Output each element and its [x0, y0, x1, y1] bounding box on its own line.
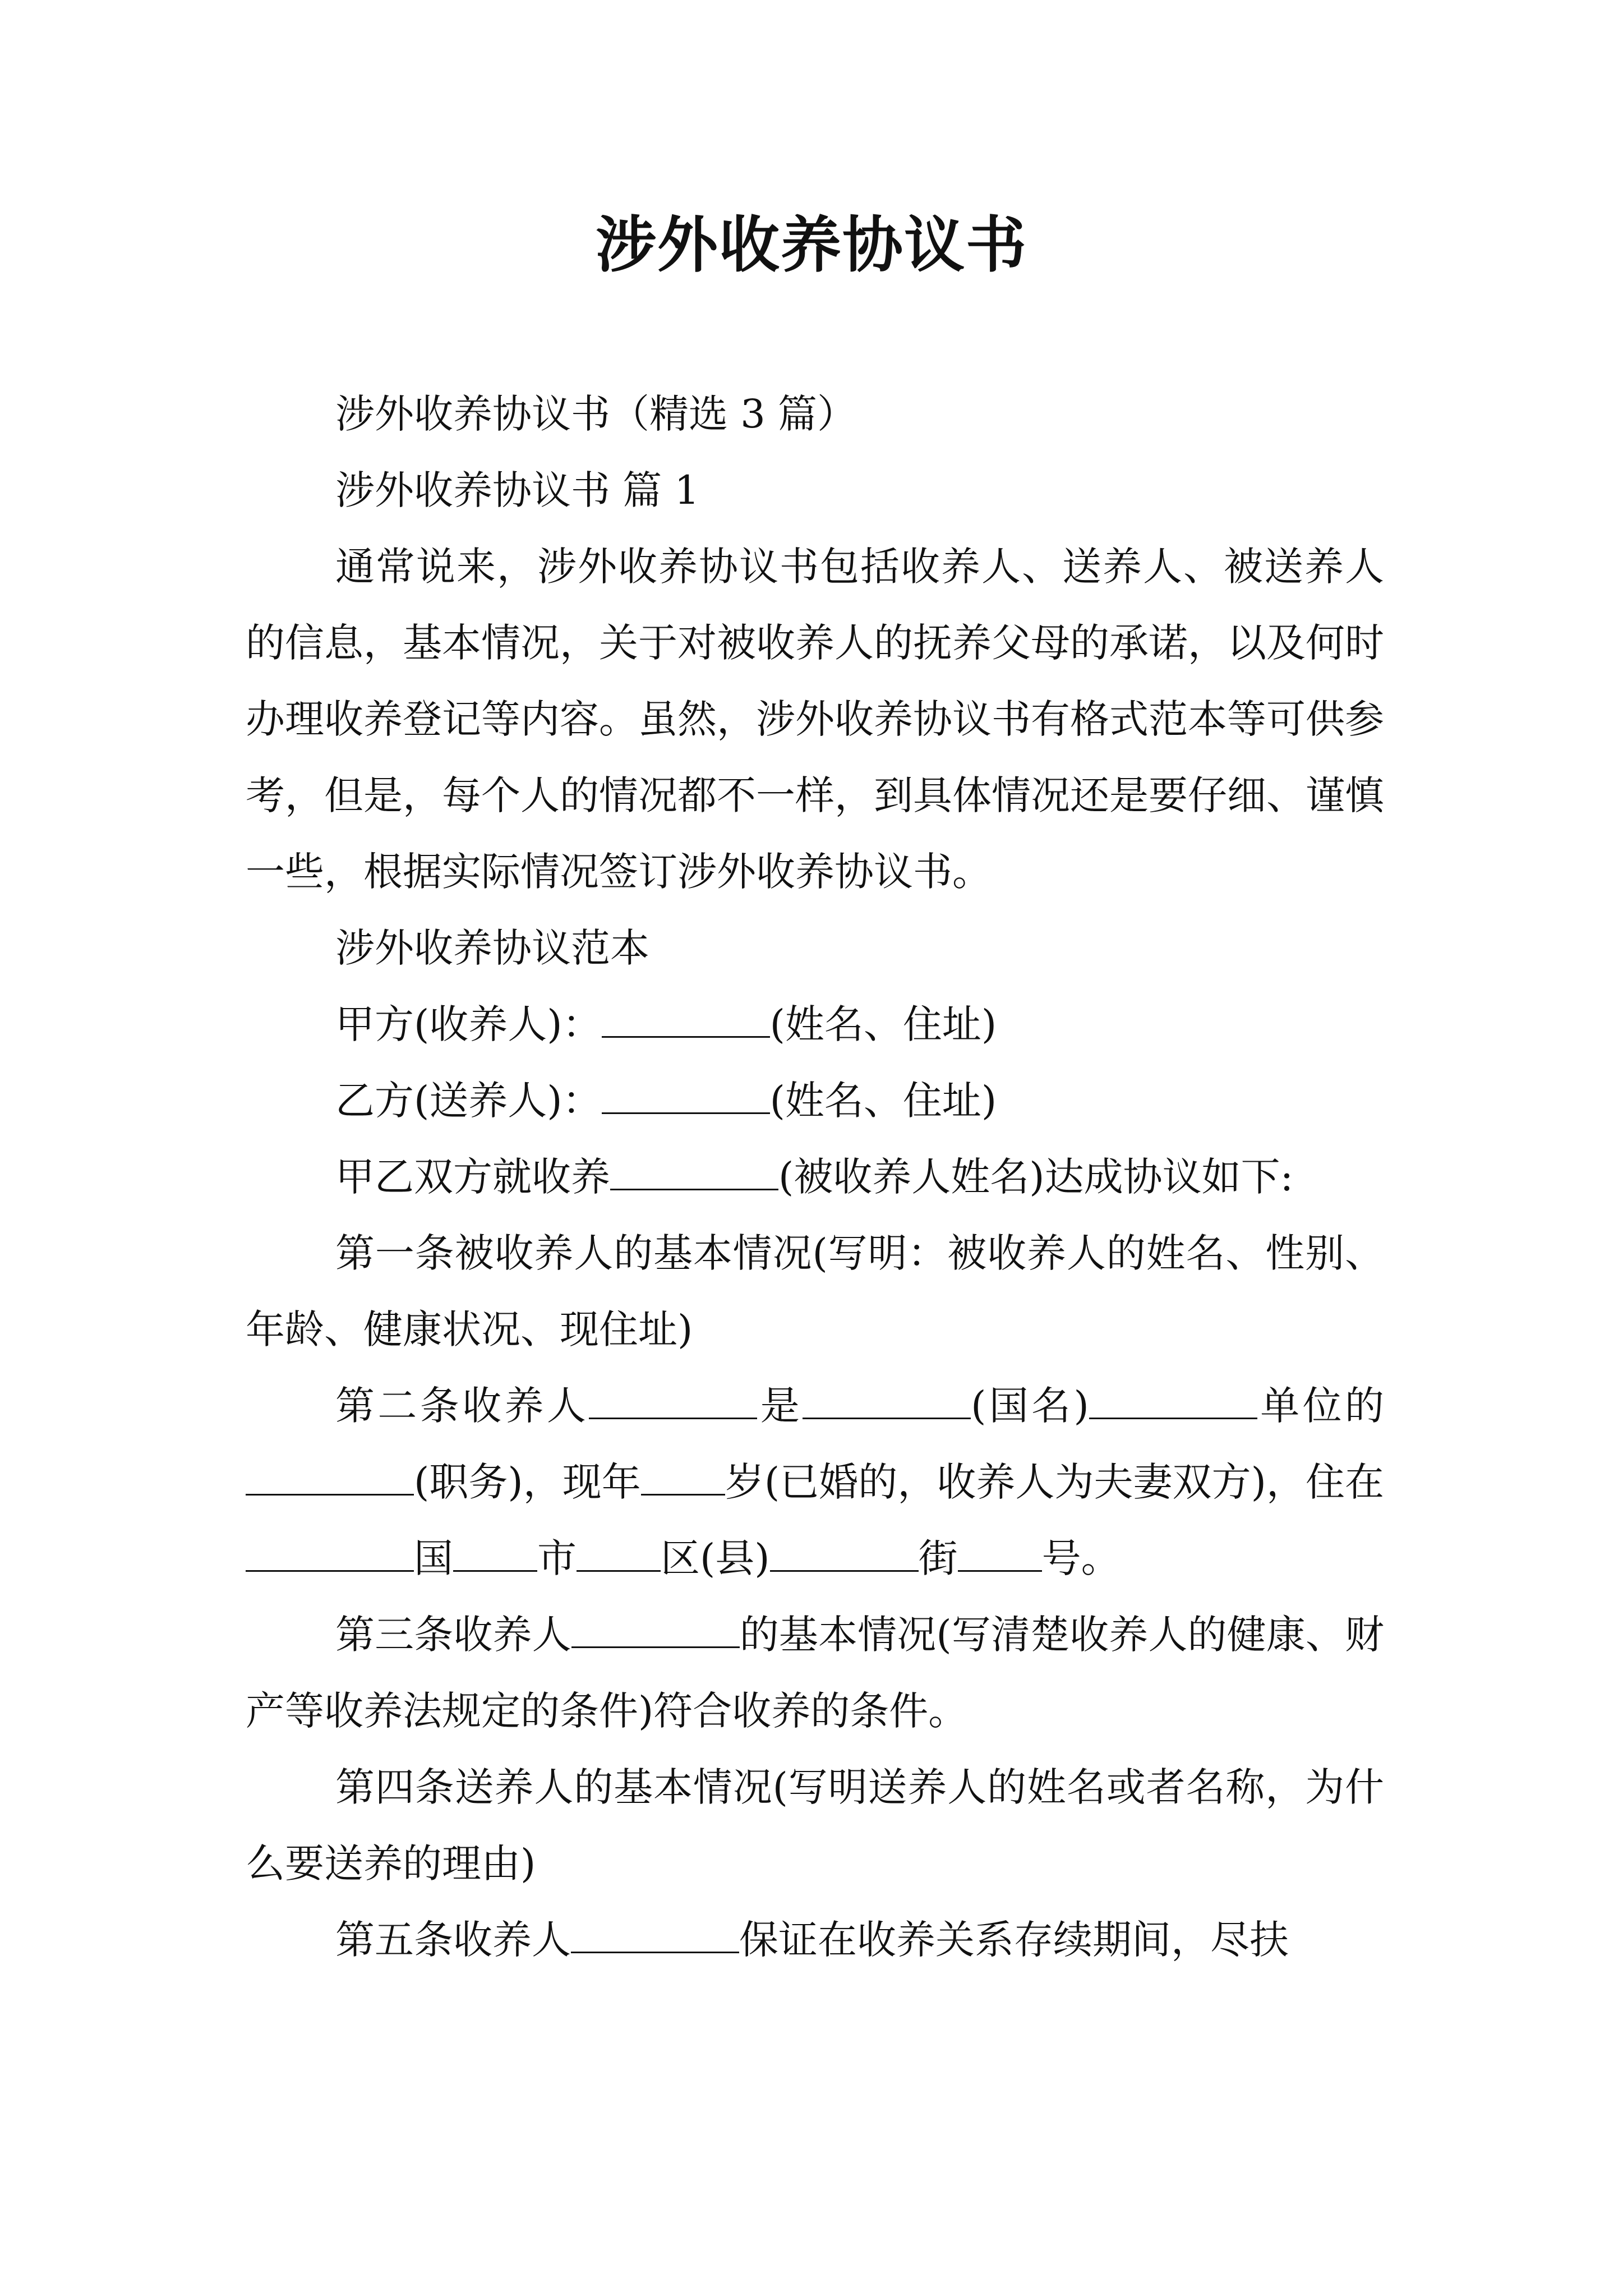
blank-line	[577, 1534, 661, 1572]
paragraph-intro: 通常说来，涉外收养协议书包括收养人、送养人、被送养人的信息，基本情况，关于对被收养人的抚养父母的承诺，以及何时办理收养登记等内容。虽然，涉外收养协议书有格式范本等可供参考，但是，每个人的情况都不一样，到具体情况还是要仔细、谨慎一些，根据实际情况签订涉外收养协议书。	[246, 544, 1384, 895]
blank-line	[453, 1534, 537, 1572]
blank-line	[602, 1076, 770, 1114]
paragraph-party-b: 乙方(送养人)： (姓名、住址)	[246, 1062, 1384, 1139]
blank-line	[571, 1611, 740, 1648]
paragraph-heading-part1: 涉外收养协议书 篇 1	[335, 467, 700, 513]
paragraph-article-2: 第二条收养人 是 (国名) 单位的(职务)，现年 岁(已婚的，收养人为夫妻双方)，住在国 市 区(县) 街 号。	[246, 1368, 1384, 1596]
blank-line	[246, 1458, 414, 1496]
blank-line	[246, 1534, 414, 1572]
paragraph-agreement: 甲乙双方就收养 (被收养人姓名)达成协议如下:	[246, 1139, 1384, 1215]
blank-line	[589, 1382, 757, 1419]
blank-line	[770, 1534, 919, 1572]
paragraph-article-5: 第五条收养人 保证在收养关系存续期间，尽扶	[246, 1902, 1384, 1978]
paragraph-template-title: 涉外收养协议范本	[335, 925, 649, 971]
paragraph-article-1: 第一条被收养人的基本情况(写明：被收养人的姓名、性别、年龄、健康状况、现住址)	[246, 1230, 1384, 1352]
blank-line	[803, 1382, 971, 1419]
blank-line	[610, 1153, 778, 1190]
blank-line	[602, 1000, 770, 1038]
blank-line	[1089, 1382, 1257, 1419]
blank-line	[571, 1916, 739, 1953]
document-body	[246, 376, 1384, 1978]
blank-line	[641, 1458, 725, 1496]
paragraph-party-a: 甲方(收养人)： (姓名、住址)	[246, 986, 1384, 1062]
paragraph-article-4: 第四条送养人的基本情况(写明送养人的姓名或者名称，为什么要送养的理由)	[246, 1764, 1384, 1887]
blank-line	[958, 1534, 1042, 1572]
paragraph-article-3: 第三条收养人 的基本情况(写清楚收养人的健康、财产等收养法规定的条件)符合收养的条件。	[246, 1596, 1384, 1749]
paragraph-heading-selection: 涉外收养协议书（精选 3 篇）	[335, 391, 857, 437]
document-title: 涉外收养协议书	[595, 210, 1027, 280]
